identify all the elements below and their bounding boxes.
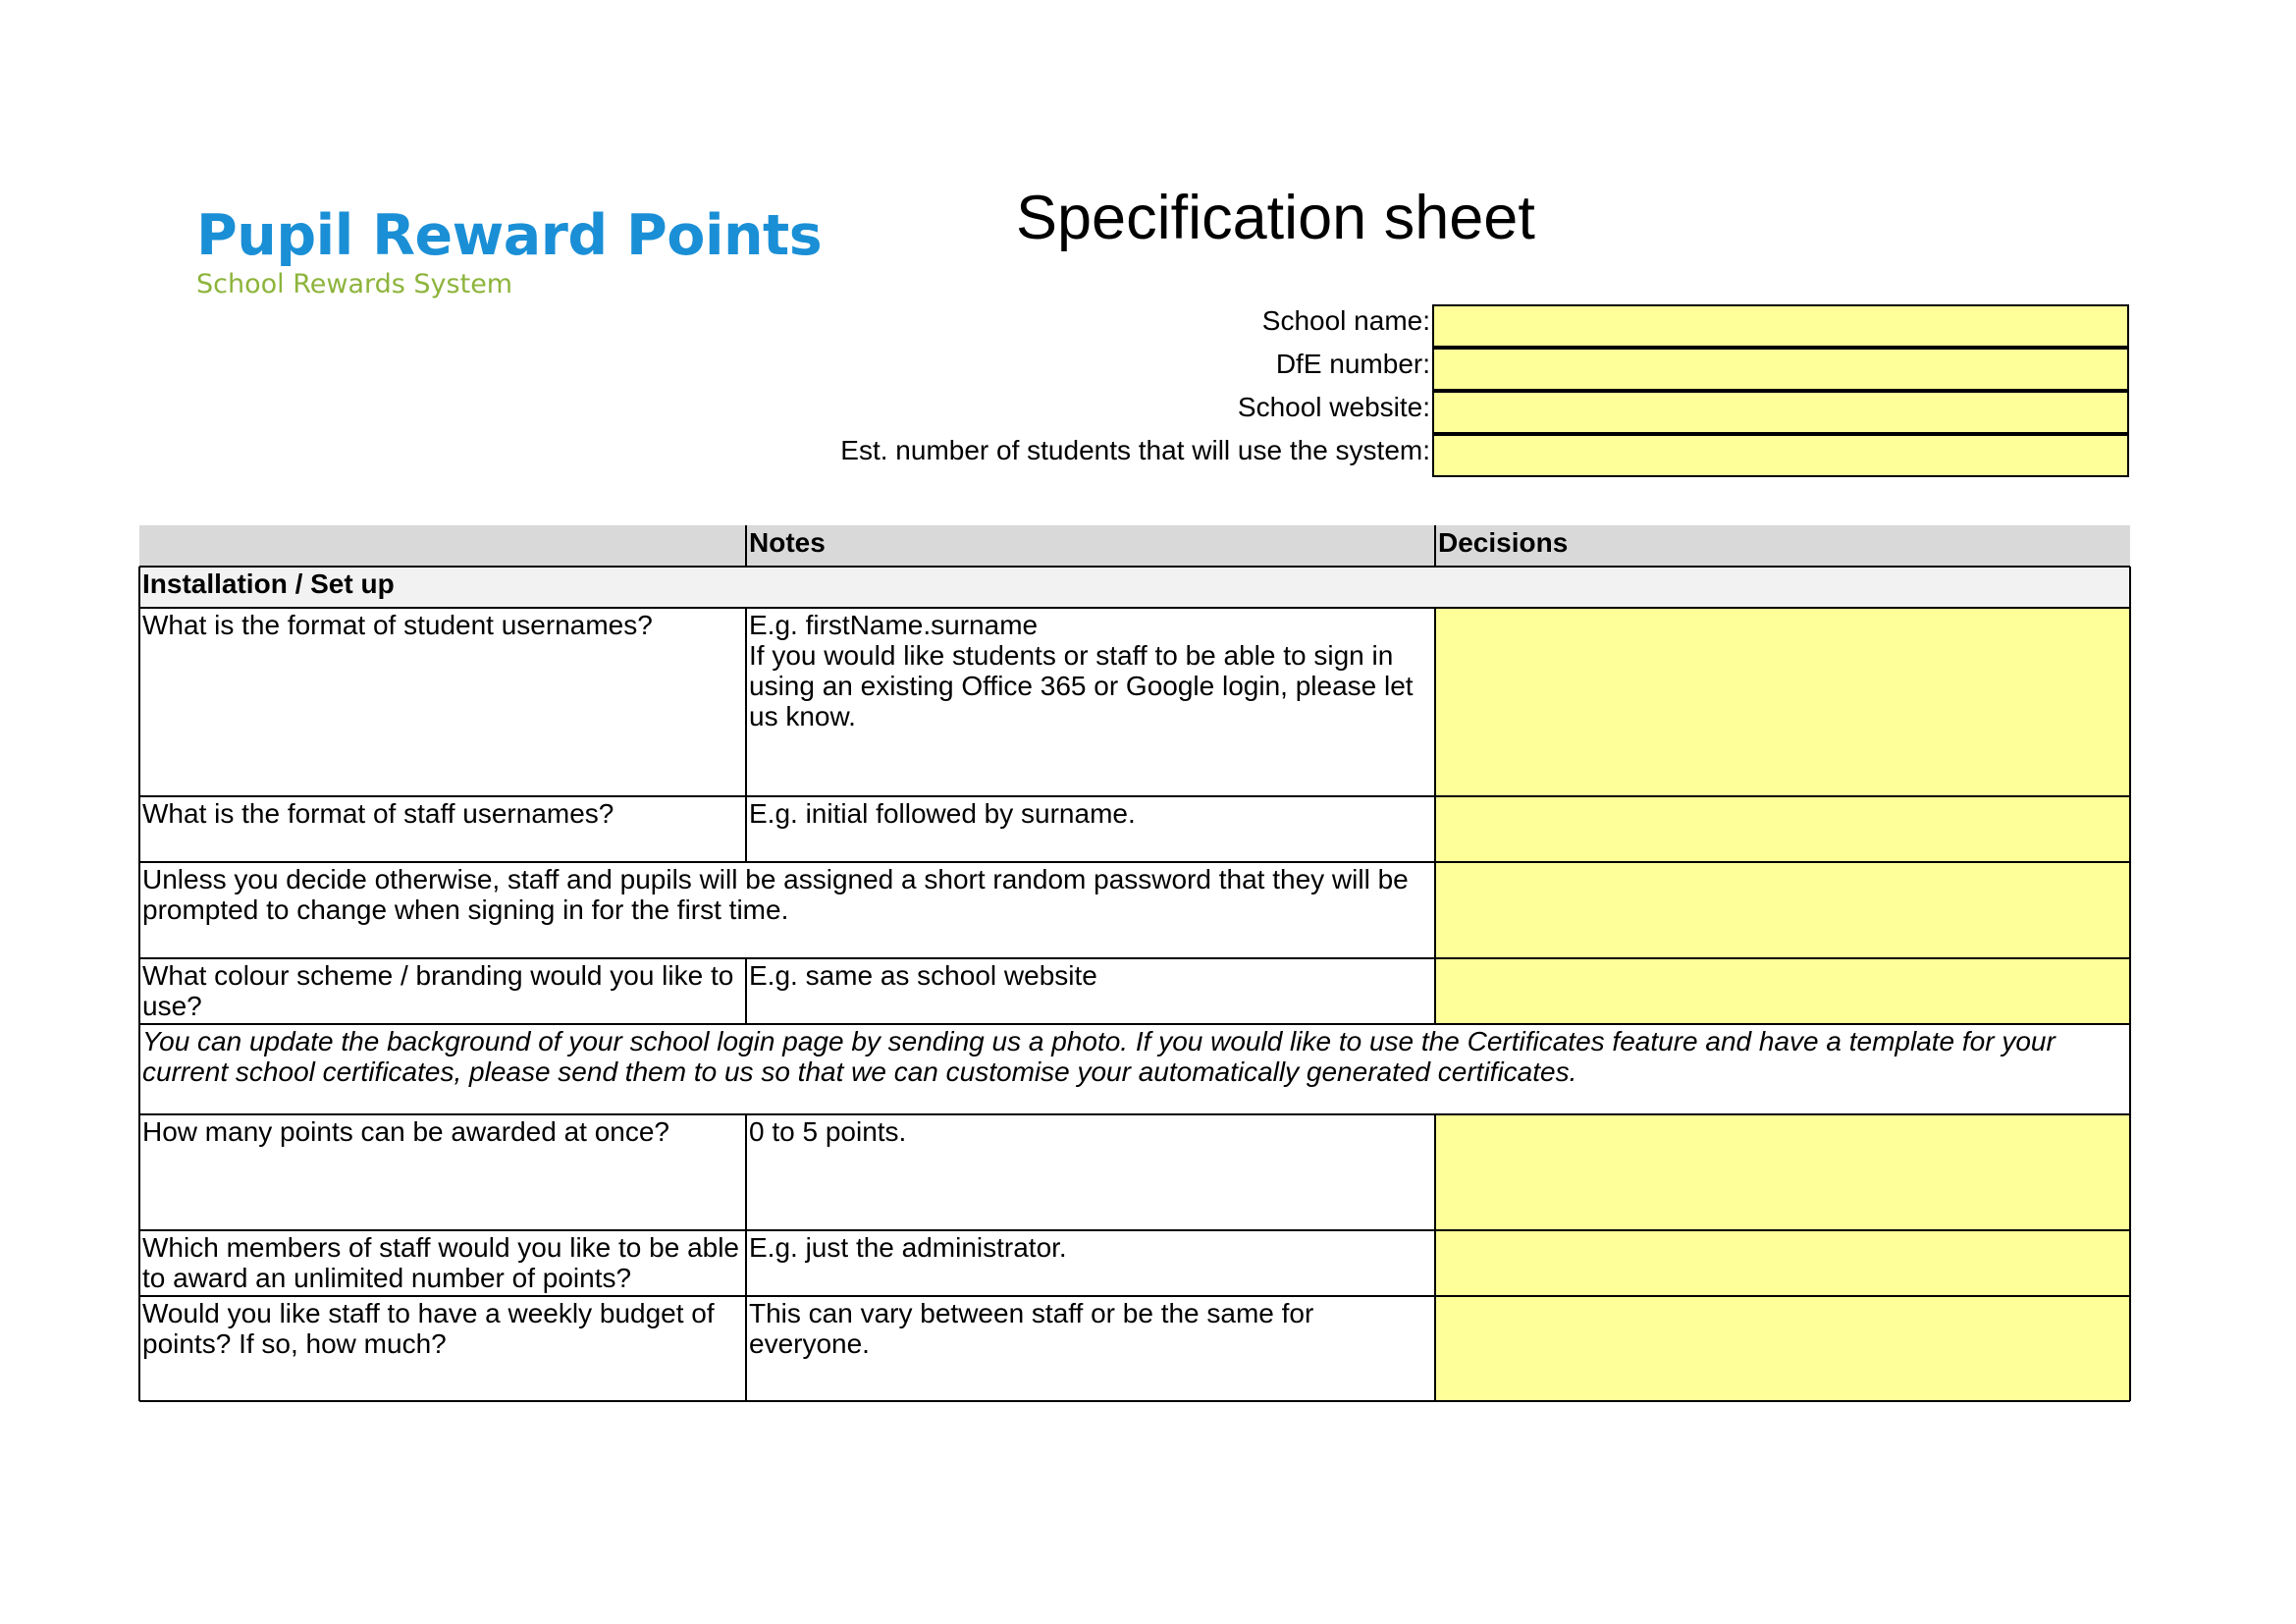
question-unlimited-points: Which members of staff would you like to be able to award an unlimited number of points? xyxy=(142,1232,740,1293)
notes-points-at-once: 0 to 5 points. xyxy=(749,1116,907,1147)
decision-staff-usernames[interactable] xyxy=(1435,796,2130,862)
notes-staff-usernames: E.g. initial followed by surname. xyxy=(749,798,1136,829)
login-background-info: You can update the background of your school login page by sending us a photo. If you would like to use the Certificates feature and have a template for your current school certificates, please send them to us so that we can customise your automatically generated certificates. xyxy=(142,1026,2056,1087)
password-statement: Unless you decide otherwise, staff and pupils will be assigned a short random password that they will be prompted to change when signing in for the first time. xyxy=(142,864,1409,925)
notes-student-usernames: E.g. firstName.surname If you would like students or staff to be able to sign in using an existing Office 365 or Google login, please let us know. xyxy=(749,610,1414,731)
school-website-label: School website: xyxy=(1237,392,1430,422)
page-title: Specification sheet xyxy=(1016,184,1535,252)
school-name-field[interactable] xyxy=(1432,304,2129,348)
student-count-label: Est. number of students that will use the system: xyxy=(840,435,1430,465)
dfe-number-field[interactable] xyxy=(1432,348,2129,391)
question-colour-scheme: What colour scheme / branding would you like to use? xyxy=(142,960,734,1021)
header-question-cell xyxy=(139,525,746,567)
dfe-number-label: DfE number: xyxy=(1275,349,1430,379)
question-student-usernames: What is the format of student usernames? xyxy=(142,610,653,640)
header-notes: Notes xyxy=(746,525,1435,567)
decision-student-usernames[interactable] xyxy=(1435,608,2130,796)
question-points-at-once: How many points can be awarded at once? xyxy=(142,1116,669,1147)
decision-unlimited-points[interactable] xyxy=(1435,1230,2130,1296)
notes-colour-scheme: E.g. same as school website xyxy=(749,960,1097,991)
logo xyxy=(196,202,822,300)
question-staff-usernames: What is the format of staff usernames? xyxy=(142,798,614,829)
school-website-field[interactable] xyxy=(1432,391,2129,434)
logo-subtitle: School Rewards System xyxy=(196,269,513,299)
section-heading: Installation / Set up xyxy=(139,567,2130,608)
decision-points-at-once[interactable] xyxy=(1435,1114,2130,1230)
question-weekly-budget: Would you like staff to have a weekly budget of points? If so, how much? xyxy=(142,1298,715,1359)
school-name-label: School name: xyxy=(1261,305,1430,336)
header-decisions: Decisions xyxy=(1435,525,2130,567)
student-count-field[interactable] xyxy=(1432,434,2129,477)
decision-colour-scheme[interactable] xyxy=(1435,958,2130,1024)
notes-weekly-budget: This can vary between staff or be the same for everyone. xyxy=(749,1298,1314,1359)
decision-password[interactable] xyxy=(1435,862,2130,958)
logo-title: Pupil Reward Points xyxy=(196,203,823,268)
decision-weekly-budget[interactable] xyxy=(1435,1296,2130,1401)
notes-unlimited-points: E.g. just the administrator. xyxy=(749,1232,1067,1263)
